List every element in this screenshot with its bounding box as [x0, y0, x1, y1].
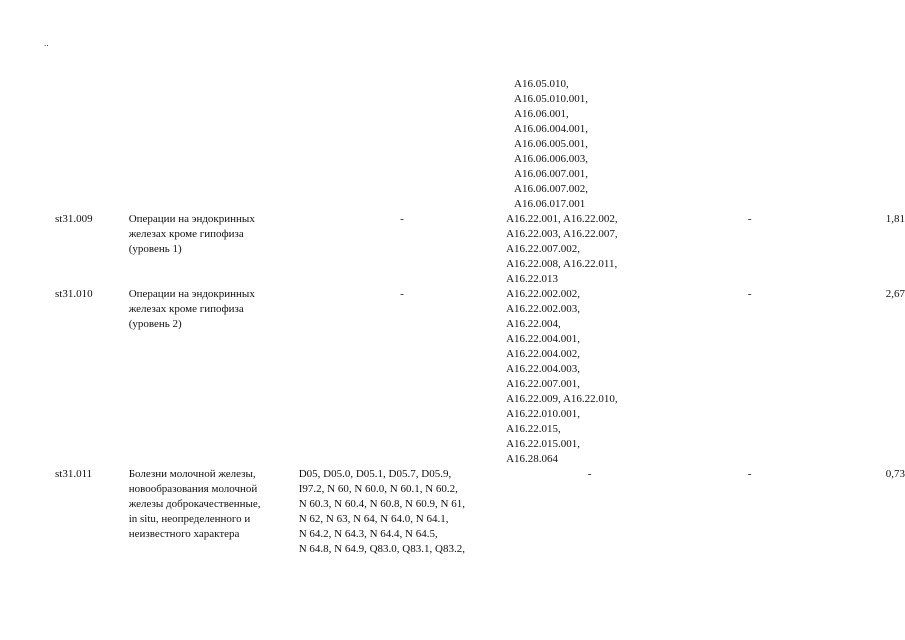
- page-marker: ..: [44, 38, 49, 48]
- other-criteria-cell: -: [747, 468, 752, 480]
- tariff-table: [0, 77, 905, 557]
- coefficient-cell: 2,67: [885, 288, 905, 300]
- operations-cell: -: [587, 468, 592, 480]
- operations-cell: A16.22.001, A16.22.002, A16.22.003, A16.22.007, A16.22.007.002, A16.22.008, A16.22.011, A16.22.013: [506, 213, 618, 285]
- other-criteria-cell: -: [747, 288, 752, 300]
- code-cell: st31.011: [55, 468, 93, 480]
- diagnosis-cell: -: [400, 213, 404, 225]
- operations-cell: A16.05.010, A16.05.010.001, A16.06.001, A16.06.004.001, A16.06.005.001, A16.06.006.003, A16.06.007.001, A16.06.007.002, A16.06.017.001: [514, 78, 588, 210]
- code-cell: st31.010: [55, 288, 93, 300]
- name-cell: Операции на эндокринных железах кроме гипофиза (уровень 1): [128, 213, 255, 255]
- diagnosis-cell: D05, D05.0, D05.1, D05.7, D05.9, I97.2, N 60, N 60.0, N 60.1, N 60.2, N 60.3, N 60.4, N 60.8, N 60.9, N 61, N 62, N 63, N 64, N 64.0, N 64.1, N 64.2, N 64.3, N 64.4, N 64.5, N 64.8, N 64.9, Q83.0, Q83.1, Q83.2,: [298, 468, 465, 555]
- name-cell: Болезни молочной железы, новообразования молочной железы доброкачественные, in situ, неопределенного и неизвестного характера: [128, 468, 261, 540]
- code-cell: st31.009: [55, 213, 93, 225]
- table-row-continuation: [0, 77, 905, 212]
- coefficient-cell: 0,73: [885, 468, 905, 480]
- table-row: [0, 467, 905, 557]
- table-row: [0, 287, 905, 467]
- table-row: [0, 212, 905, 287]
- coefficient-cell: 1,81: [885, 213, 905, 225]
- other-criteria-cell: -: [747, 213, 752, 225]
- name-cell: Операции на эндокринных железах кроме гипофиза (уровень 2): [128, 288, 255, 330]
- diagnosis-cell: -: [400, 288, 404, 300]
- operations-cell: A16.22.002.002, A16.22.002.003, A16.22.004, A16.22.004.001, A16.22.004.002, A16.22.004.003, A16.22.007.001, A16.22.009, A16.22.010, A16.22.010.001, A16.22.015, A16.22.015.001, A16.28.064: [506, 288, 618, 465]
